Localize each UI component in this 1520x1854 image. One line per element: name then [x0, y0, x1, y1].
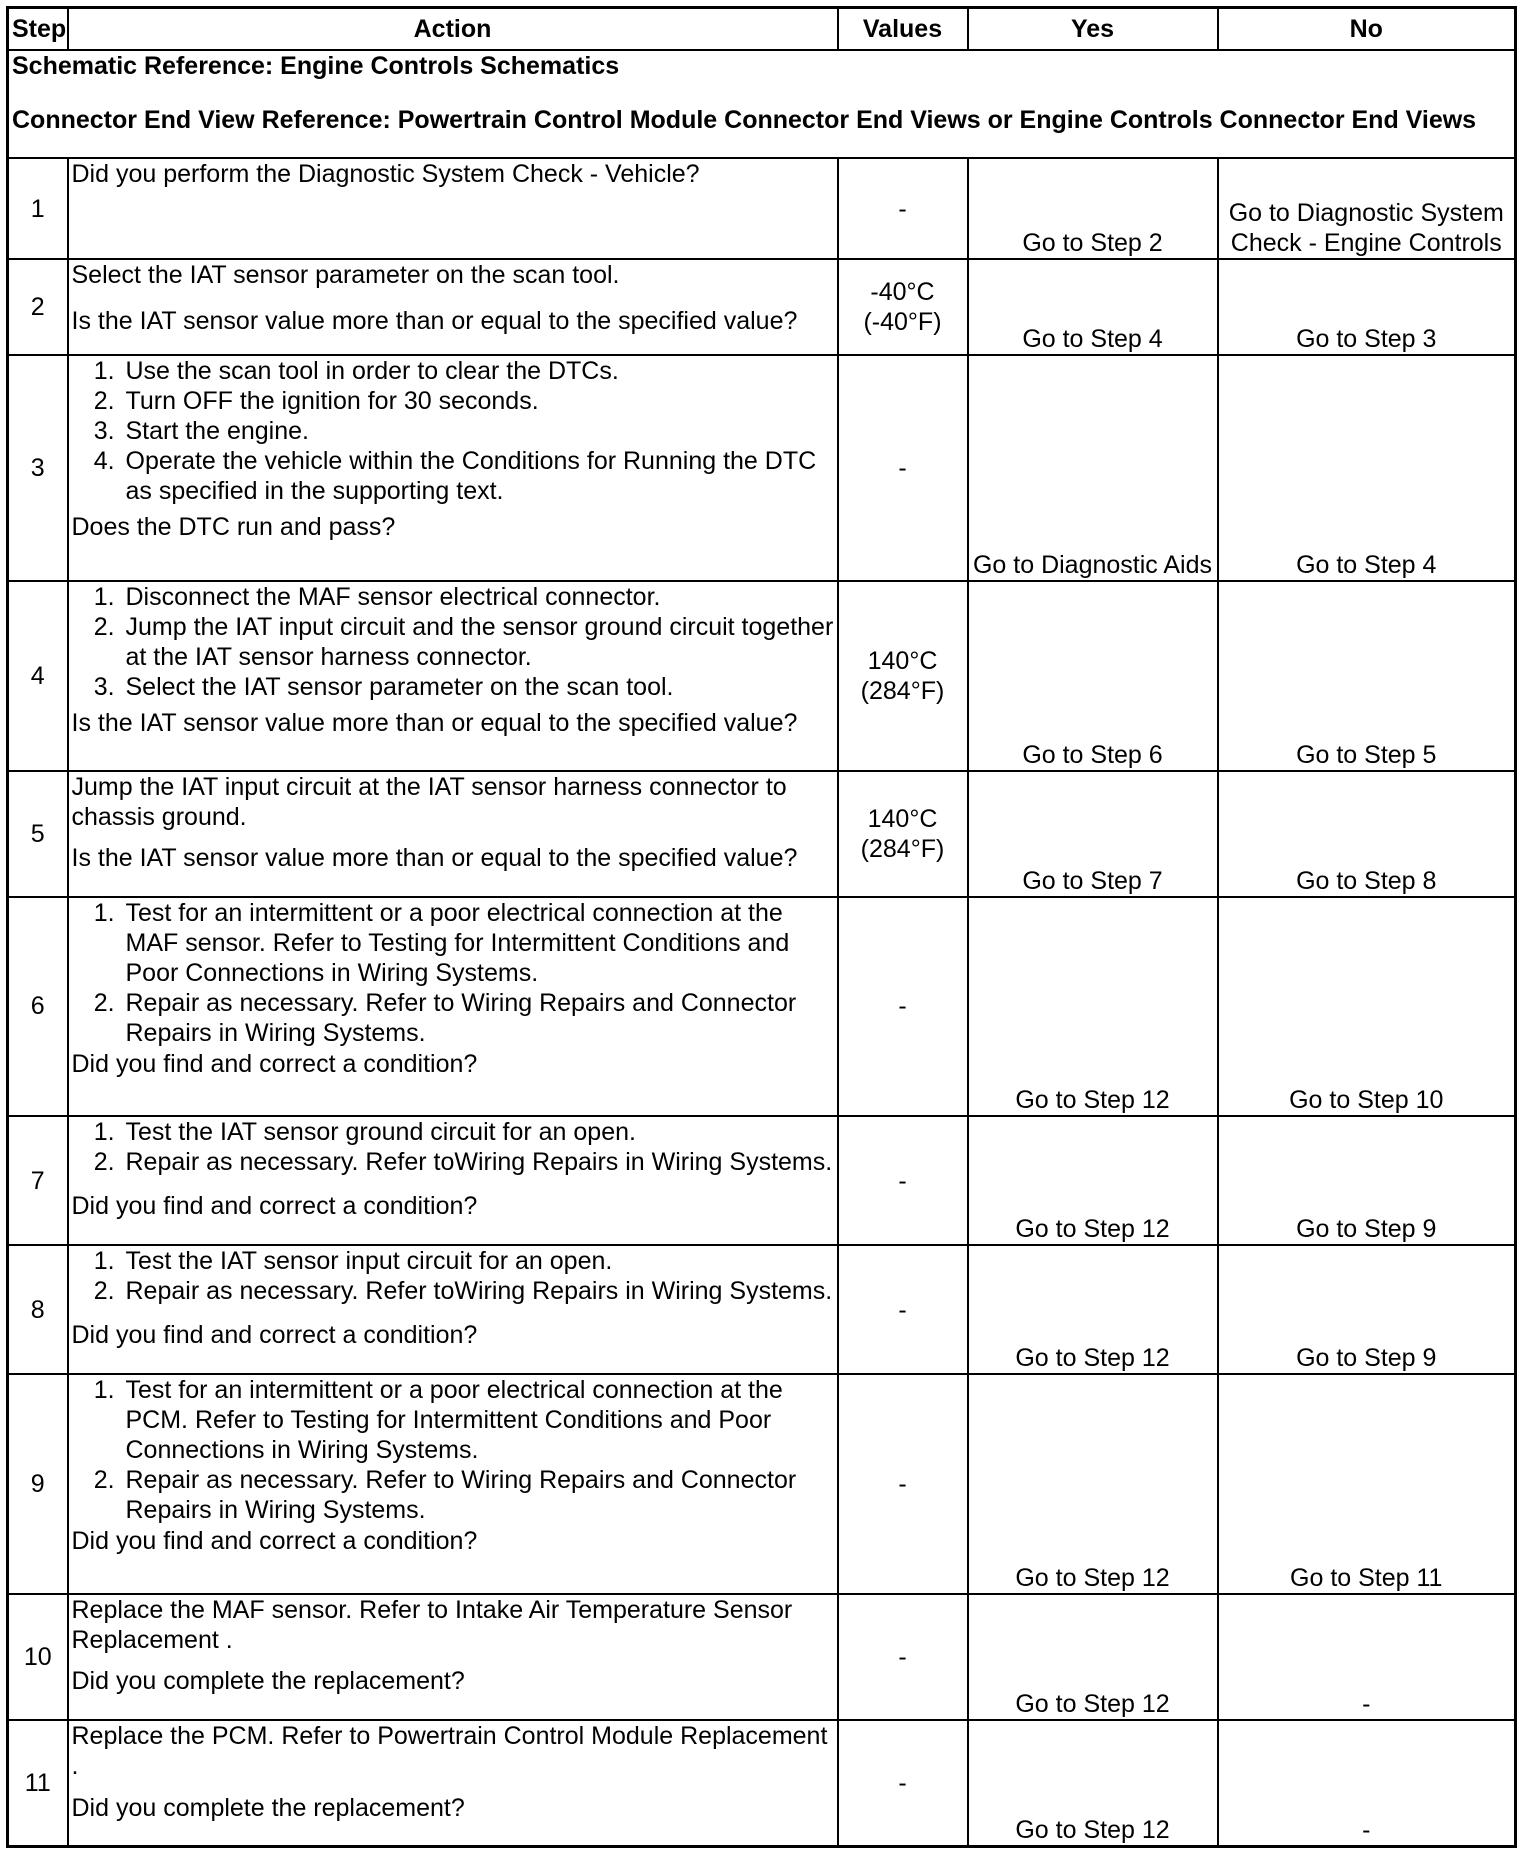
no-cell: Go to Step 9: [1218, 1116, 1516, 1245]
no-cell: -: [1218, 1594, 1516, 1720]
value-cell: -: [838, 1245, 968, 1374]
yes-cell: Go to Diagnostic Aids: [968, 355, 1218, 580]
value-cell: -: [838, 1116, 968, 1245]
value-cell: -: [838, 158, 968, 259]
value-cell: -: [838, 1594, 968, 1720]
action-list-item: 2. Jump the IAT input circuit and the sensor ground circuit together at the IAT sensor harness connector.: [122, 612, 834, 672]
header-action: Action: [68, 8, 838, 51]
no-cell: Go to Step 8: [1218, 771, 1516, 897]
action-list-item: 3. Start the engine.: [122, 416, 834, 446]
step-row: [8, 1594, 1516, 1720]
action-question: Is the IAT sensor value more than or equal to the specified value?: [71, 843, 798, 872]
step-number: 10: [8, 1594, 68, 1720]
value-cell: -40°C (-40°F): [838, 259, 968, 355]
header-yes: Yes: [968, 8, 1218, 51]
action-question: Did you find and correct a condition?: [71, 1527, 478, 1556]
step-row: [8, 355, 1516, 580]
no-cell: -: [1218, 1720, 1516, 1847]
action-question: Did you complete the replacement?: [71, 1666, 465, 1695]
action-list-item: 2. Repair as necessary. Refer to Wiring Repairs and Connector Repairs in Wiring Systems.: [122, 1465, 834, 1525]
step-row: [8, 771, 1516, 897]
value-cell: 140°C (284°F): [838, 581, 968, 771]
reference-row: [8, 50, 1516, 158]
no-cell: Go to Step 11: [1218, 1374, 1516, 1594]
no-cell: Go to Step 4: [1218, 355, 1516, 580]
action-list-item: 2. Repair as necessary. Refer toWiring Repairs in Wiring Systems.: [122, 1147, 834, 1177]
step-row: [8, 259, 1516, 355]
step-number: 2: [8, 259, 68, 355]
action-question: Did you find and correct a condition?: [71, 1049, 478, 1078]
action-list-item: 1. Test for an intermittent or a poor electrical connection at the PCM. Refer to Testing for Intermittent Conditions and Poor Connections in Wiring Systems.: [122, 1375, 834, 1465]
yes-cell: Go to Step 2: [968, 158, 1218, 259]
action-cell: [68, 771, 838, 897]
yes-cell: Go to Step 12: [968, 1720, 1218, 1847]
step-row: [8, 897, 1516, 1117]
connector-reference: Connector End View Reference: Powertrain Control Module Connector End Views or Engine Controls Connector End Views: [12, 106, 1477, 134]
header-row: [8, 8, 1516, 51]
action-cell: [68, 355, 838, 580]
step-number: 8: [8, 1245, 68, 1374]
action-cell: [68, 1720, 838, 1847]
step-number: 5: [8, 771, 68, 897]
schematic-reference: Schematic Reference: Engine Controls Schematics: [12, 52, 620, 80]
yes-cell: Go to Step 12: [968, 1116, 1218, 1245]
action-list: [72, 582, 834, 702]
action-list-item: 4. Operate the vehicle within the Conditions for Running the DTC as specified in the supporting text.: [122, 446, 834, 506]
action-cell: [68, 581, 838, 771]
header-values: Values: [838, 8, 968, 51]
diagnostic-table: [6, 6, 1517, 1848]
value-cell: 140°C (284°F): [838, 771, 968, 897]
yes-cell: Go to Step 6: [968, 581, 1218, 771]
yes-cell: Go to Step 12: [968, 1374, 1218, 1594]
value-cell: -: [838, 1720, 968, 1847]
action-question: Does the DTC run and pass?: [71, 513, 396, 542]
action-list: [72, 898, 834, 1048]
no-cell: Go to Diagnostic System Check - Engine Controls: [1218, 158, 1516, 259]
step-row: [8, 1374, 1516, 1594]
no-cell: Go to Step 10: [1218, 897, 1516, 1117]
action-list-item: 1. Test the IAT sensor input circuit for an open.: [122, 1246, 834, 1276]
action-list-item: 3. Select the IAT sensor parameter on the scan tool.: [122, 672, 834, 702]
yes-cell: Go to Step 12: [968, 1594, 1218, 1720]
step-row: [8, 1245, 1516, 1374]
action-list: [72, 356, 834, 506]
step-number: 4: [8, 581, 68, 771]
value-cell: -: [838, 897, 968, 1117]
action-question: Did you complete the replacement?: [71, 1793, 465, 1822]
step-number: 6: [8, 897, 68, 1117]
action-list: [72, 1117, 834, 1177]
step-row: [8, 158, 1516, 259]
action-cell: [68, 1245, 838, 1374]
action-list-item: 1. Test for an intermittent or a poor electrical connection at the MAF sensor. Refer to Testing for Intermittent Conditions and Poor Connections in Wiring Systems.: [122, 898, 834, 988]
action-text: Replace the MAF sensor. Refer to Intake Air Temperature Sensor Replacement .: [71, 1595, 793, 1654]
action-list-item: 2. Repair as necessary. Refer toWiring Repairs in Wiring Systems.: [122, 1276, 834, 1306]
action-text: Jump the IAT input circuit at the IAT sensor harness connector to chassis ground.: [71, 772, 787, 831]
no-cell: Go to Step 5: [1218, 581, 1516, 771]
step-row: [8, 581, 1516, 771]
header-no: No: [1218, 8, 1516, 51]
step-row: [8, 1116, 1516, 1245]
action-question: Did you find and correct a condition?: [71, 1192, 478, 1221]
action-list-item: 1. Test the IAT sensor ground circuit for an open.: [122, 1117, 834, 1147]
yes-cell: Go to Step 12: [968, 1245, 1218, 1374]
yes-cell: Go to Step 7: [968, 771, 1218, 897]
action-list: [72, 1246, 834, 1306]
action-cell: [68, 1594, 838, 1720]
reference-cell: [8, 50, 1516, 158]
value-cell: -: [838, 1374, 968, 1594]
step-number: 3: [8, 355, 68, 580]
yes-cell: Go to Step 4: [968, 259, 1218, 355]
action-list-item: 2. Repair as necessary. Refer to Wiring Repairs and Connector Repairs in Wiring Systems.: [122, 988, 834, 1048]
diagnostic-table-container: [6, 6, 1514, 1848]
step-number: 11: [8, 1720, 68, 1847]
no-cell: Go to Step 9: [1218, 1245, 1516, 1374]
action-list: [72, 1375, 834, 1525]
action-cell: [68, 259, 838, 355]
yes-cell: Go to Step 12: [968, 897, 1218, 1117]
action-cell: [68, 1374, 838, 1594]
step-number: 1: [8, 158, 68, 259]
action-list-item: 2. Turn OFF the ignition for 30 seconds.: [122, 386, 834, 416]
step-number: 9: [8, 1374, 68, 1594]
value-cell: -: [838, 355, 968, 580]
action-cell: [68, 158, 838, 259]
action-text: Replace the PCM. Refer to Powertrain Control Module Replacement .: [71, 1721, 828, 1780]
no-cell: Go to Step 3: [1218, 259, 1516, 355]
action-text: Did you perform the Diagnostic System Check - Vehicle?: [71, 160, 700, 189]
action-question: Is the IAT sensor value more than or equal to the specified value?: [71, 708, 798, 737]
action-list-item: 1. Use the scan tool in order to clear the DTCs.: [122, 356, 834, 386]
action-list-item: 1. Disconnect the MAF sensor electrical connector.: [122, 582, 834, 612]
header-step: Step: [8, 8, 68, 51]
action-text: Select the IAT sensor parameter on the scan tool.: [71, 260, 620, 289]
action-question: Did you find and correct a condition?: [71, 1321, 478, 1350]
action-cell: [68, 1116, 838, 1245]
step-row: [8, 1720, 1516, 1847]
action-question: Is the IAT sensor value more than or equal to the specified value?: [71, 306, 798, 335]
action-cell: [68, 897, 838, 1117]
step-number: 7: [8, 1116, 68, 1245]
